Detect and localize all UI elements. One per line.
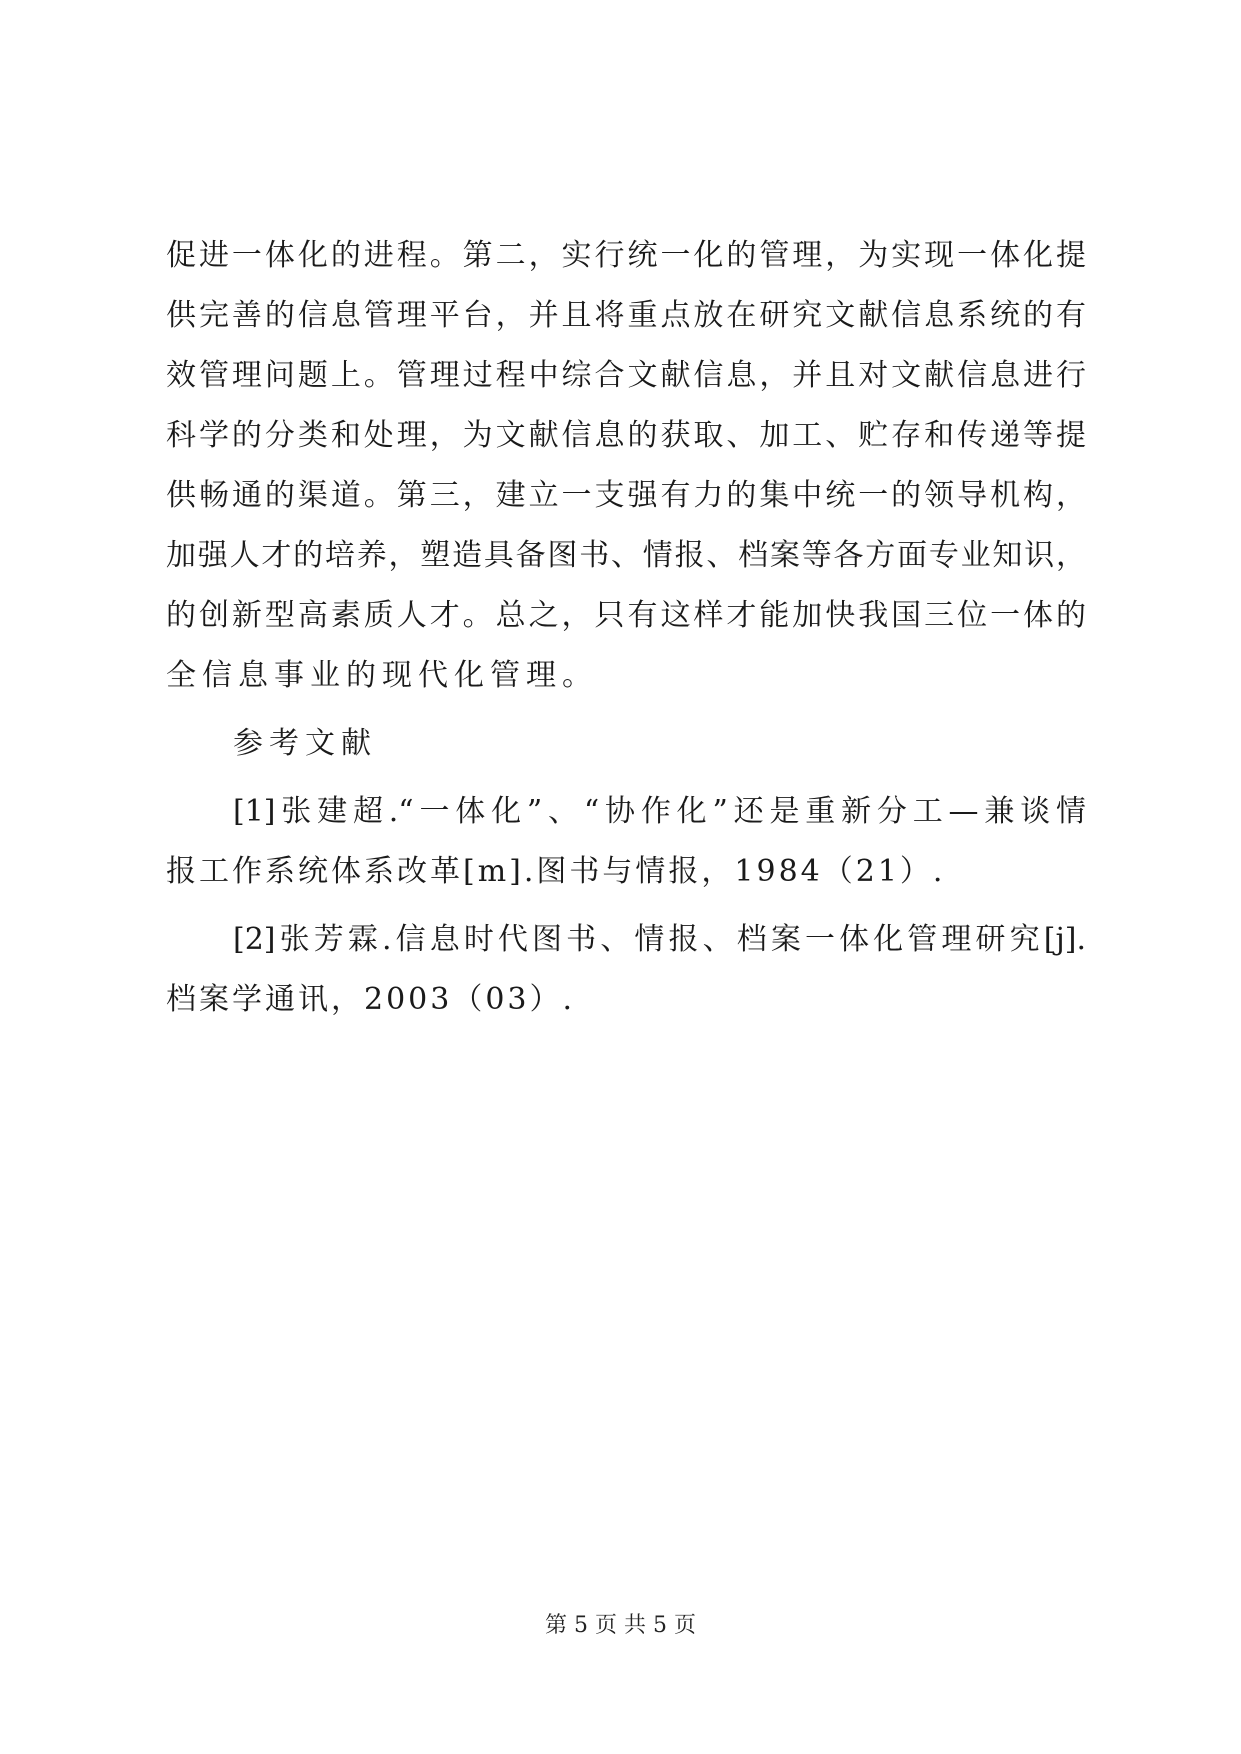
reference-item-1-line-2: 报工作系统体系改革[m].图书与情报，1984（21）. xyxy=(166,854,946,889)
body-text-line: 效管理问题上。管理过程中综合文献信息，并且对文献信息进行 xyxy=(166,358,1086,393)
body-text-line: 加强人才的培养，塑造具备图书、情报、档案等各方面专业知识， xyxy=(166,538,1086,573)
body-text-line: 促进一体化的进程。第二，实行统一化的管理，为实现一体化提 xyxy=(166,238,1086,273)
body-text-line: 供畅通的渠道。第三，建立一支强有力的集中统一的领导机构， xyxy=(166,478,1086,513)
reference-item-2-line-2: 档案学通讯，2003（03）. xyxy=(166,982,576,1017)
references-heading: 参考文献 xyxy=(233,726,377,761)
reference-item-2-line-1: [2]张芳霖.信息时代图书、情报、档案一体化管理研究[j]. xyxy=(233,922,1086,957)
reference-item-1-line-1: [1]张建超.“一体化”、“协作化”还是重新分工—兼谈情 xyxy=(233,794,1086,829)
body-text-line: 全信息事业的现代化管理。 xyxy=(166,658,598,693)
body-text-line: 供完善的信息管理平台，并且将重点放在研究文献信息系统的有 xyxy=(166,298,1086,333)
body-text-line: 科学的分类和处理，为文献信息的获取、加工、贮存和传递等提 xyxy=(166,418,1086,453)
page-number-footer: 第 5 页 共 5 页 xyxy=(545,1613,696,1638)
body-text-line: 的创新型高素质人才。总之，只有这样才能加快我国三位一体的 xyxy=(166,598,1086,633)
